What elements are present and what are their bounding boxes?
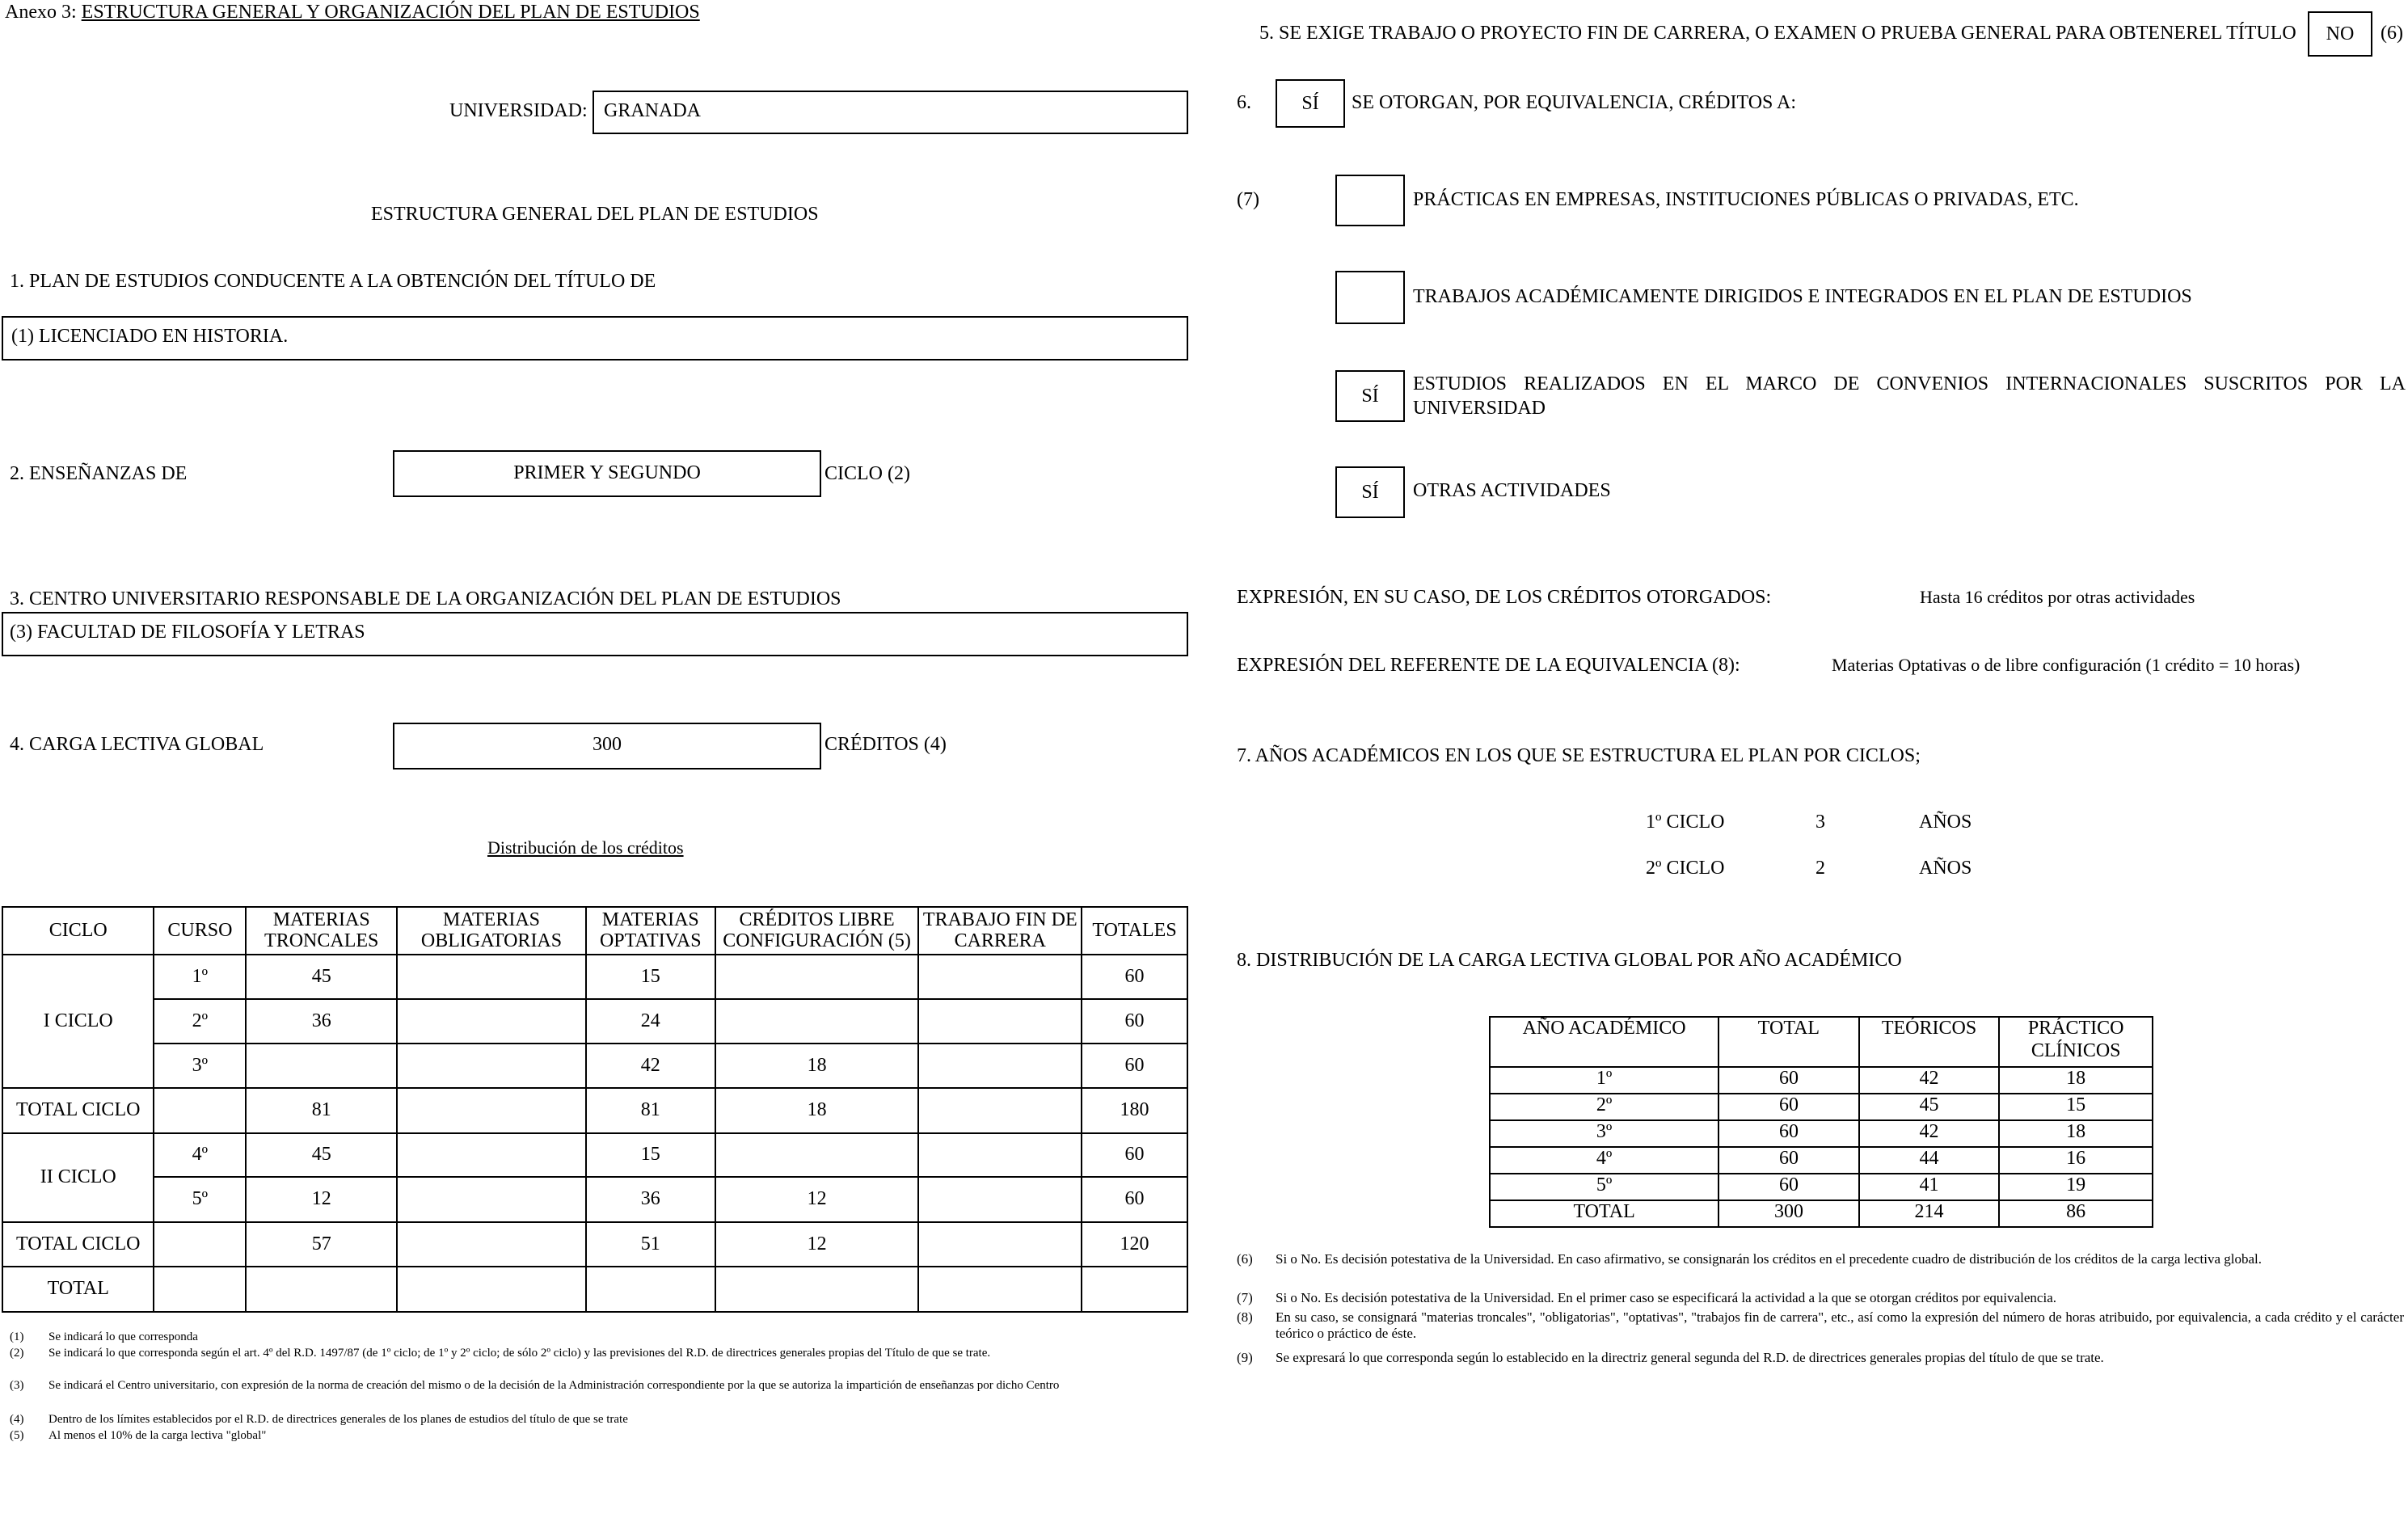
table-cell: 36 xyxy=(586,1177,715,1222)
table-cell: 42 xyxy=(1859,1067,2000,1094)
table-cell xyxy=(1082,1267,1187,1312)
table-cell xyxy=(918,1133,1082,1177)
s2-suffix: CICLO (2) xyxy=(824,463,910,484)
table-cell: 300 xyxy=(1718,1200,1858,1227)
footnote: (4) Dentro de los límites establecidos por el R.D. de directrices generales de los planes de estudios del título de que se trate xyxy=(10,1413,628,1426)
equiv-box-practicas xyxy=(1335,175,1405,226)
s7-cycle1-unit: AÑOS xyxy=(1919,812,1972,833)
table-cell: 60 xyxy=(1082,1133,1187,1177)
table-row xyxy=(2,1222,1187,1267)
s5-label: 5. SE EXIGE TRABAJO O PROYECTO FIN DE CARRERA, O EXAMEN O PRUEBA GENERAL PARA OBTENEREL TÍTULO xyxy=(1259,23,2296,44)
table-cell xyxy=(918,955,1082,999)
table-cell: 45 xyxy=(1859,1094,2000,1120)
table-row xyxy=(1490,1120,2153,1147)
table-cell xyxy=(715,1133,919,1177)
table-cell xyxy=(397,1177,586,1222)
s7-cycle2-years: 2 xyxy=(1815,858,1825,879)
equiv-label-practicas: PRÁCTICAS EN EMPRESAS, INSTITUCIONES PÚBLICAS O PRIVADAS, ETC. xyxy=(1413,189,2079,210)
table-cell xyxy=(397,1222,586,1267)
header-cell: MATERIAS OPTATIVAS xyxy=(586,907,715,955)
s4-value: 300 xyxy=(593,734,622,755)
s3-value: (3) FACULTAD DE FILOSOFÍA Y LETRAS xyxy=(10,622,365,643)
equiv-box-trabajos xyxy=(1335,271,1405,324)
s5-answer-box xyxy=(2308,11,2372,57)
table-row xyxy=(2,1177,1187,1222)
table-cell: 15 xyxy=(586,955,715,999)
table-cell xyxy=(918,1044,1082,1088)
table-row xyxy=(2,999,1187,1044)
table-cell: 15 xyxy=(586,1133,715,1177)
s5-note: (6) xyxy=(2381,23,2403,44)
s4-label: 4. CARGA LECTIVA GLOBAL xyxy=(10,734,264,755)
cycle-cell: II CICLO xyxy=(2,1133,154,1222)
table-cell: 16 xyxy=(1999,1147,2153,1174)
university-value: GRANADA xyxy=(604,100,701,121)
footnote: (6) Si o No. Es decisión potestativa de la Universidad. En caso afirmativo, se consignarán los créditos en el precedente cuadro de distribución de los créditos de la carga lectiva global. xyxy=(1237,1251,2262,1267)
s1-field xyxy=(2,316,1188,361)
table-row xyxy=(1490,1174,2153,1200)
table-cell: 42 xyxy=(586,1044,715,1088)
table-row xyxy=(1490,1200,2153,1227)
footnote: (1) Se indicará lo que corresponda xyxy=(10,1330,198,1343)
table-row xyxy=(1490,1067,2153,1094)
table-cell: 5º xyxy=(1490,1174,1718,1200)
s6-number: 6. xyxy=(1237,92,1251,113)
table-cell xyxy=(586,1267,715,1312)
table-cell: 60 xyxy=(1718,1147,1858,1174)
table-cell: 3º xyxy=(154,1044,246,1088)
equiv-label-otras: OTRAS ACTIVIDADES xyxy=(1413,480,1611,501)
header-cell: TRABAJO FIN DE CARRERA xyxy=(918,907,1082,955)
cycle-cell: I CICLO xyxy=(2,955,154,1088)
table-cell: 81 xyxy=(586,1088,715,1133)
table-cell: 12 xyxy=(715,1222,919,1267)
university-label: UNIVERSIDAD: xyxy=(449,100,588,121)
table-cell: 60 xyxy=(1082,999,1187,1044)
table-cell xyxy=(397,1088,586,1133)
table-cell: 12 xyxy=(715,1177,919,1222)
table-row xyxy=(2,1044,1187,1088)
expr2-label: EXPRESIÓN DEL REFERENTE DE LA EQUIVALENCIA (8): xyxy=(1237,655,1740,676)
s2-value: PRIMER Y SEGUNDO xyxy=(513,462,701,483)
table-cell: 18 xyxy=(715,1044,919,1088)
s2-field xyxy=(393,450,821,497)
total-cell: TOTAL xyxy=(2,1267,154,1312)
table-cell xyxy=(397,955,586,999)
table-cell: 3º xyxy=(1490,1120,1718,1147)
table-cell xyxy=(918,999,1082,1044)
table-cell: 60 xyxy=(1082,1044,1187,1088)
s7-cycle1: 1º CICLO xyxy=(1646,812,1725,833)
table-cell xyxy=(397,1044,586,1088)
equiv-box-convenios: SÍ xyxy=(1335,370,1405,422)
s1-value: (1) LICENCIADO EN HISTORIA. xyxy=(11,326,289,347)
table-cell: 60 xyxy=(1082,955,1187,999)
s5-answer: NO xyxy=(2326,23,2355,44)
footnote: (2) Se indicará lo que corresponda según el art. 4º del R.D. 1497/87 (de 1º ciclo; de 1º y 2º ciclo; de sólo 2º ciclo) y las previsiones del R.D. de directrices generales propias del Título de que se trate. xyxy=(10,1347,991,1360)
header-cell: TEÓRICOS xyxy=(1859,1017,2000,1067)
table-cell: 42 xyxy=(1859,1120,2000,1147)
table-row xyxy=(1490,1094,2153,1120)
table-cell: 57 xyxy=(246,1222,397,1267)
academic-year-table xyxy=(1489,1016,2153,1228)
table-cell: 60 xyxy=(1082,1177,1187,1222)
s6-note: (7) xyxy=(1237,189,1259,210)
table-row xyxy=(2,955,1187,999)
table-cell: 60 xyxy=(1718,1174,1858,1200)
s1-label: 1. PLAN DE ESTUDIOS CONDUCENTE A LA OBTENCIÓN DEL TÍTULO DE xyxy=(10,271,656,292)
table-cell xyxy=(397,1133,586,1177)
table-cell: 214 xyxy=(1859,1200,2000,1227)
table-cell: 45 xyxy=(246,1133,397,1177)
annex-heading xyxy=(5,2,700,23)
s4-field xyxy=(393,723,821,770)
table-cell: 45 xyxy=(246,955,397,999)
table-cell: 19 xyxy=(1999,1174,2153,1200)
table-cell xyxy=(918,1177,1082,1222)
footnote: (9) Se expresará lo que corresponda según lo establecido en la directriz general segunda del R.D. de directrices generales propias del título de que se trate. xyxy=(1237,1350,2104,1365)
footnote: (7) Si o No. Es decisión potestativa de la Universidad. En el primer caso se especificará la actividad a la que se otorgan créditos por equivalencia. xyxy=(1237,1290,2056,1305)
table-row xyxy=(2,1088,1187,1133)
table-cell xyxy=(918,1222,1082,1267)
header-cell: MATERIAS OBLIGATORIAS xyxy=(397,907,586,955)
header-cell: CICLO xyxy=(2,907,154,955)
table-cell: 51 xyxy=(586,1222,715,1267)
table-cell: 5º xyxy=(154,1177,246,1222)
table-header-row xyxy=(1490,1017,2153,1067)
header-cell: TOTALES xyxy=(1082,907,1187,955)
expr2-value: Materias Optativas o de libre configuración (1 crédito = 10 horas) xyxy=(1832,655,2300,675)
expr1-label: EXPRESIÓN, EN SU CASO, DE LOS CRÉDITOS OTORGADOS: xyxy=(1237,587,1772,608)
header-cell: MATERIAS TRONCALES xyxy=(246,907,397,955)
table-cell xyxy=(397,999,586,1044)
table-row xyxy=(2,1133,1187,1177)
s7-cycle2-unit: AÑOS xyxy=(1919,858,1972,879)
table-cell: TOTAL xyxy=(1490,1200,1718,1227)
table-cell: 60 xyxy=(1718,1067,1858,1094)
table-cell: 18 xyxy=(1999,1120,2153,1147)
table-cell: 86 xyxy=(1999,1200,2153,1227)
table-cell: 2º xyxy=(1490,1094,1718,1120)
table-cell xyxy=(397,1267,586,1312)
table-cell xyxy=(154,1088,246,1133)
table-cell xyxy=(918,1267,1082,1312)
table-cell: 41 xyxy=(1859,1174,2000,1200)
table-header-row xyxy=(2,907,1187,955)
table-cell xyxy=(246,1044,397,1088)
expr1-value: Hasta 16 créditos por otras actividades xyxy=(1920,587,2195,607)
s8-label: 8. DISTRIBUCIÓN DE LA CARGA LECTIVA GLOBAL POR AÑO ACADÉMICO xyxy=(1237,950,1902,971)
table-cell: 4º xyxy=(1490,1147,1718,1174)
total-cycle-cell: TOTAL CICLO xyxy=(2,1088,154,1133)
table-cell: 15 xyxy=(1999,1094,2153,1120)
table-cell: 18 xyxy=(715,1088,919,1133)
s7-cycle2: 2º CICLO xyxy=(1646,858,1725,879)
equiv-box-otras: SÍ xyxy=(1335,466,1405,518)
s7-label: 7. AÑOS ACADÉMICOS EN LOS QUE SE ESTRUCTURA EL PLAN POR CICLOS; xyxy=(1237,745,1921,766)
table-cell xyxy=(715,955,919,999)
table-cell xyxy=(715,1267,919,1312)
footnote: (3) Se indicará el Centro universitario, con expresión de la norma de creación del mismo o de la decisión de la Administración correspondiente por la que se autoriza la impartición de enseñanzas por dicho Centro xyxy=(10,1379,1060,1392)
table-cell xyxy=(715,999,919,1044)
footnote: (8) En su caso, se consignará "materias troncales", "obligatorias", "optativas", "trabajos fin de carrera", etc., así como la expresión del número de horas atribuido, por equivalencia, a cada crédito y el carácter teórico o práctico de éste. xyxy=(1237,1309,2404,1341)
table-cell: 44 xyxy=(1859,1147,2000,1174)
header-cell: PRÁCTICO CLÍNICOS xyxy=(1999,1017,2153,1067)
table-cell xyxy=(154,1267,246,1312)
dist-title: Distribución de los créditos xyxy=(487,837,684,858)
table-cell: 81 xyxy=(246,1088,397,1133)
annex-label: Anexo 3: xyxy=(5,2,77,23)
table-cell: 120 xyxy=(1082,1222,1187,1267)
header-cell: TOTAL xyxy=(1718,1017,1858,1067)
s6-answer: SÍ xyxy=(1301,92,1319,114)
table-cell: 1º xyxy=(1490,1067,1718,1094)
header-cell: CURSO xyxy=(154,907,246,955)
s7-cycle1-years: 3 xyxy=(1815,812,1825,833)
table-cell xyxy=(154,1222,246,1267)
header-cell: CRÉDITOS LIBRE CONFIGURACIÓN (5) xyxy=(715,907,919,955)
table-cell: 2º xyxy=(154,999,246,1044)
table-cell: 1º xyxy=(154,955,246,999)
table-cell xyxy=(918,1088,1082,1133)
table-cell: 180 xyxy=(1082,1088,1187,1133)
table-cell: 24 xyxy=(586,999,715,1044)
header-cell: AÑO ACADÉMICO xyxy=(1490,1017,1718,1067)
table-cell: 12 xyxy=(246,1177,397,1222)
table-cell: 18 xyxy=(1999,1067,2153,1094)
s2-label: 2. ENSEÑANZAS DE xyxy=(10,463,188,484)
table-cell: 60 xyxy=(1718,1120,1858,1147)
annex-title: ESTRUCTURA GENERAL Y ORGANIZACIÓN DEL PLAN DE ESTUDIOS xyxy=(81,2,700,23)
table-cell: 4º xyxy=(154,1133,246,1177)
s6-label: SE OTORGAN, POR EQUIVALENCIA, CRÉDITOS A: xyxy=(1352,92,1797,113)
equiv-label-trabajos: TRABAJOS ACADÉMICAMENTE DIRIGIDOS E INTEGRADOS EN EL PLAN DE ESTUDIOS xyxy=(1413,286,2192,307)
table-row xyxy=(2,1267,1187,1312)
section-title: ESTRUCTURA GENERAL DEL PLAN DE ESTUDIOS xyxy=(371,204,819,225)
table-row xyxy=(1490,1147,2153,1174)
total-cycle-cell: TOTAL CICLO xyxy=(2,1222,154,1267)
table-cell xyxy=(246,1267,397,1312)
s3-field xyxy=(2,612,1188,656)
credits-distribution-table xyxy=(2,906,1188,1313)
s4-suffix: CRÉDITOS (4) xyxy=(824,734,947,755)
s3-label: 3. CENTRO UNIVERSITARIO RESPONSABLE DE LA ORGANIZACIÓN DEL PLAN DE ESTUDIOS xyxy=(10,588,841,609)
s6-answer-box xyxy=(1276,79,1345,128)
table-cell: 60 xyxy=(1718,1094,1858,1120)
footnote: (5) Al menos el 10% de la carga lectiva "global" xyxy=(10,1429,267,1442)
table-cell: 36 xyxy=(246,999,397,1044)
university-field xyxy=(593,91,1188,134)
equiv-label-convenios: ESTUDIOS REALIZADOS EN EL MARCO DE CONVENIOS INTERNACIONALES SUSCRITOS POR LA UNIVERSIDAD xyxy=(1413,373,2406,419)
